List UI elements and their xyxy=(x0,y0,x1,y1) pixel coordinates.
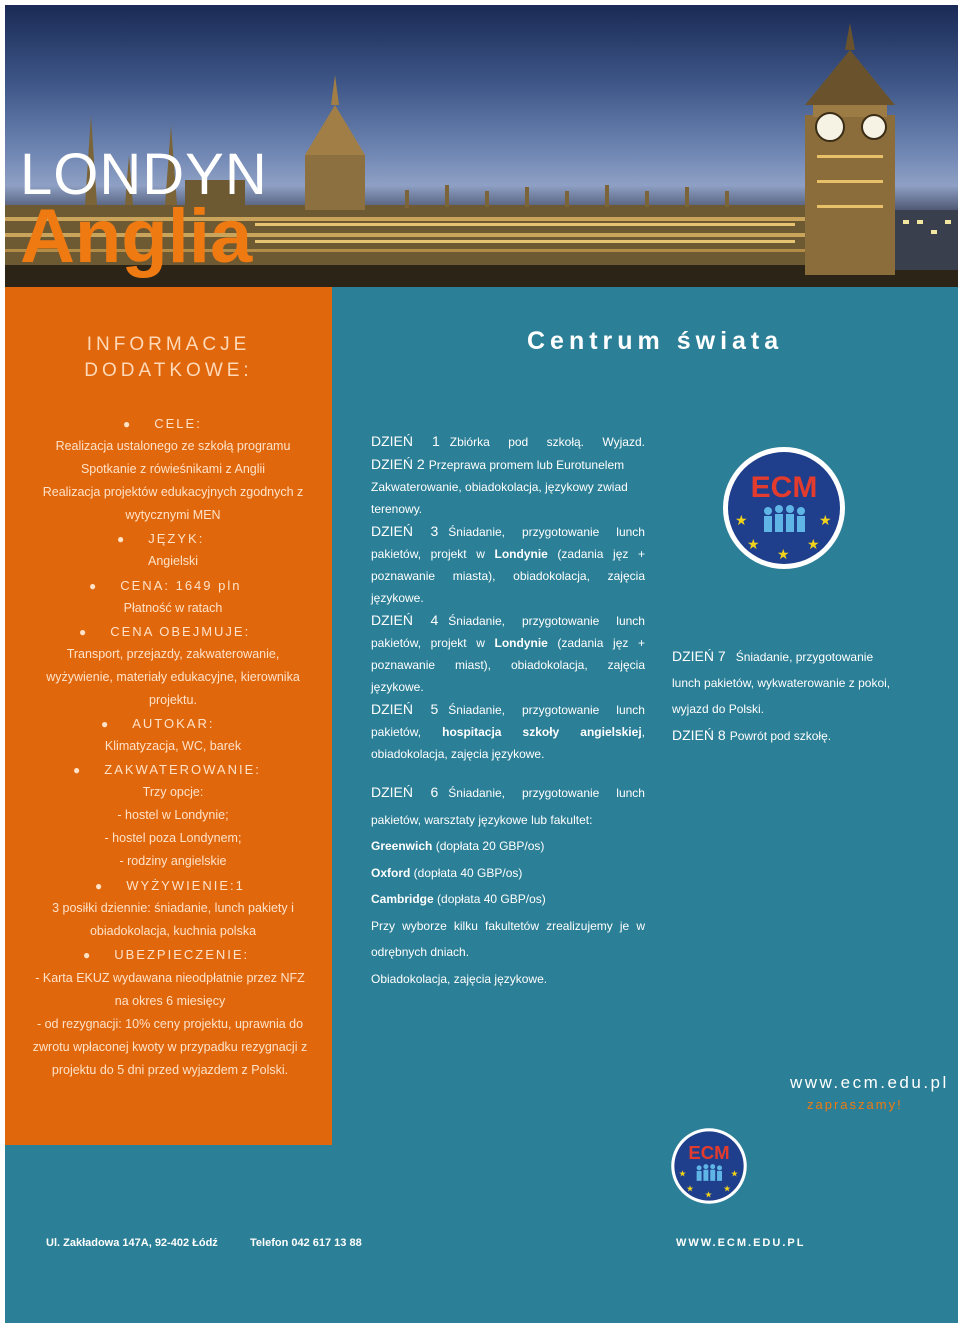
bullet-icon: ● xyxy=(101,717,111,731)
centrum-title: Centrum świata xyxy=(527,327,784,355)
jezyk-label: JĘZYK: xyxy=(148,531,205,546)
ubezpieczenie-line: na okres 6 miesięcy xyxy=(114,994,226,1008)
day-text: Przeprawa promem lub Eurotunelem xyxy=(428,458,625,472)
brochure-page xyxy=(5,5,958,1323)
svg-text:★: ★ xyxy=(777,547,790,563)
invite-text: zapraszamy! xyxy=(807,1097,903,1112)
cele-line: Realizacja ustalonego ze szkołą programu xyxy=(55,439,291,453)
day-label: DZIEŃ 4 xyxy=(371,612,439,628)
day-text-line: wyjazd do Polski. xyxy=(672,702,765,716)
footer-bar xyxy=(5,1233,958,1257)
day-text-line xyxy=(371,632,645,654)
svg-text:★: ★ xyxy=(723,1184,732,1195)
svg-text:★: ★ xyxy=(807,537,820,553)
svg-text:★: ★ xyxy=(730,1169,739,1180)
obejmuje-line: Transport, przejazdy, zakwaterowanie, xyxy=(66,647,280,661)
hero-city-title: LONDYN xyxy=(20,142,268,207)
program-column-day6 xyxy=(371,779,645,992)
bullet-icon: ● xyxy=(73,763,83,777)
zakwaterowanie-line: - rodziny angielskie xyxy=(119,854,227,868)
text-part: pakietów, xyxy=(371,725,443,739)
text-part: (dopłata 40 GBP/os) xyxy=(410,865,523,880)
obejmuje-line: projektu. xyxy=(149,693,197,707)
bullet-icon: ● xyxy=(89,579,99,593)
day-text-line: Przy wyborze kilku fakultetów zrealizujemy je w xyxy=(371,918,645,933)
day-text: Śniadanie, przygotowanie lunch xyxy=(448,703,645,717)
cele-list xyxy=(23,435,323,527)
cena-heading xyxy=(89,574,241,598)
zakwaterowanie-line: - hostel poza Londynem; xyxy=(104,831,242,845)
obejmuje-list xyxy=(23,643,323,712)
jezyk-heading xyxy=(117,527,204,551)
day-label: DZIEŃ 3 xyxy=(371,523,439,539)
zakwaterowanie-heading xyxy=(73,758,261,782)
info-column xyxy=(5,287,332,1145)
day-text-line: odrębnych dniach. xyxy=(371,945,470,959)
rezygnacja-list xyxy=(15,1013,325,1082)
wyzywienie-line: 3 posiłki dziennie: śniadanie, lunch pakiety i xyxy=(52,901,294,915)
obejmuje-label: CENA OBEJMUJE: xyxy=(110,624,251,639)
rezygnacja-line: - od rezygnacji: 10% ceny projektu, uprawnia do xyxy=(36,1017,304,1031)
svg-text:★: ★ xyxy=(747,537,760,553)
text-part: (zadania jęz + xyxy=(547,636,645,650)
autokar-label: AUTOKAR: xyxy=(132,716,215,731)
cele-heading xyxy=(123,412,202,436)
day-label: DZIEŃ 1 xyxy=(371,433,440,449)
bullet-icon: ● xyxy=(79,625,89,639)
cele-label: CELE: xyxy=(154,416,202,431)
cena-label: CENA: 1649 pln xyxy=(120,578,242,593)
svg-text:★: ★ xyxy=(678,1169,687,1180)
info-heading-line1: INFORMACJE xyxy=(86,334,251,355)
ubezpieczenie-line: - Karta EKUZ wydawana nieodpłatnie przez NFZ xyxy=(35,971,305,985)
ubezpieczenie-list xyxy=(15,967,325,1013)
hero-country-title: Anglia xyxy=(20,194,253,279)
day-text-line: poznawanie miasta), obiadokolacja, zajęcia xyxy=(371,569,645,583)
autokar-value: Klimatyzacja, WC, barek xyxy=(104,739,242,753)
footer-address: Ul. Zakładowa 147A, 92-402 Łódź xyxy=(46,1237,218,1249)
place-name: Londynie xyxy=(494,547,548,561)
svg-text:★: ★ xyxy=(735,513,748,529)
ubezpieczenie-label: UBEZPIECZENIE: xyxy=(114,947,250,962)
footer-website-link[interactable]: WWW.ECM.EDU.PL xyxy=(676,1237,806,1249)
day-label: DZIEŃ 5 xyxy=(371,701,439,717)
text-part: pakietów, projekt w xyxy=(371,547,495,561)
place-name: Londynie xyxy=(494,636,548,650)
day-text: Śniadanie, przygotowanie lunch xyxy=(448,525,645,539)
ubezpieczenie-heading xyxy=(83,943,249,967)
text-part: (zadania jęz + xyxy=(547,547,645,561)
wyzywienie-heading xyxy=(95,874,245,898)
day-1 xyxy=(371,430,645,453)
day-text: Zbiórka pod szkołą. Wyjazd. xyxy=(449,435,645,449)
day-text: Powrót pod szkołę. xyxy=(729,729,832,743)
day-text: Śniadanie, przygotowanie lunch xyxy=(448,786,645,800)
zakwaterowanie-line: Trzy opcje: xyxy=(142,785,204,799)
day-5 xyxy=(371,698,645,721)
svg-text:★: ★ xyxy=(686,1184,694,1195)
day-text-line: obiadokolacja, zajęcia językowe. xyxy=(371,747,545,761)
day-label: DZIEŃ 2 xyxy=(371,456,425,472)
day-text-line xyxy=(371,543,645,565)
program-column-right xyxy=(672,643,912,749)
zakwaterowanie-line: - hostel w Londynie; xyxy=(117,808,229,822)
jezyk-value: Angielski xyxy=(147,554,199,568)
place-name: Oxford xyxy=(371,865,411,880)
autokar-heading xyxy=(101,712,214,736)
wyzywienie-label: WYŻYWIENIE:1 xyxy=(126,878,245,893)
website-text: www.ecm.edu.pl xyxy=(790,1073,949,1092)
obejmuje-line: wyżywienie, materiały edukacyjne, kierownika xyxy=(46,670,300,684)
cele-line: wytycznymi MEN xyxy=(125,508,221,522)
bullet-icon: ● xyxy=(117,532,127,546)
day-8 xyxy=(672,722,912,749)
day-text-line: pakietów, warsztaty językowe lub fakultet: xyxy=(371,812,593,827)
day-text-line: językowe. xyxy=(371,591,424,605)
day-text-line: Obiadokolacja, zajęcia językowe. xyxy=(371,971,548,986)
day-3 xyxy=(371,520,645,543)
day-text-line: Zakwaterowanie, obiadokolacja, językowy zwiad xyxy=(371,480,628,494)
day-6 xyxy=(371,779,645,807)
day-text-line: poznawanie miast), obiadokolacja, zajęcia xyxy=(371,658,645,672)
svg-text:★: ★ xyxy=(704,1190,713,1201)
day-label: DZIEŃ 8 xyxy=(672,727,726,743)
day-text-line: terenowy. xyxy=(371,502,423,516)
day-text: Śniadanie, przygotowanie xyxy=(735,650,874,664)
cena-note: Płatność w ratach xyxy=(123,601,223,615)
text-part: pakietów, projekt w xyxy=(371,636,495,650)
day-label: DZIEŃ 7 xyxy=(672,648,726,664)
info-heading xyxy=(15,332,322,384)
ecm-logo-text: ECM xyxy=(688,1142,730,1164)
text-part: (dopłata 20 GBP/os) xyxy=(432,839,545,853)
cele-line: Spotkanie z rówieśnikami z Anglii xyxy=(80,462,266,476)
place-name: hospitacja szkoły angielskiej xyxy=(442,725,642,739)
place-name: Cambridge xyxy=(371,892,434,906)
day-7 xyxy=(672,643,912,670)
rezygnacja-line: zwrotu wpłaconej kwoty w przypadku rezygnacji z xyxy=(32,1040,308,1054)
info-heading-line2: DODATKOWE: xyxy=(84,360,253,381)
text-part: (dopłata 40 GBP/os) xyxy=(433,892,546,906)
footer-phone: Telefon 042 617 13 88 xyxy=(250,1237,362,1249)
ecm-logo-text: ECM xyxy=(750,471,818,504)
day-4 xyxy=(371,609,645,632)
option-oxford xyxy=(371,860,645,887)
day-text-line: językowe. xyxy=(371,680,424,694)
bullet-icon: ● xyxy=(83,948,93,962)
place-name: Greenwich xyxy=(371,839,433,853)
day-label: DZIEŃ 6 xyxy=(371,784,439,800)
zakwaterowanie-label: ZAKWATEROWANIE: xyxy=(104,762,261,777)
day-text-line xyxy=(371,721,645,743)
bullet-icon: ● xyxy=(95,879,105,893)
obejmuje-heading xyxy=(79,620,250,644)
program-column xyxy=(371,430,645,765)
option-cambridge xyxy=(371,886,645,913)
cele-line: Realizacja projektów edukacyjnych zgodnych z xyxy=(42,485,304,499)
wyzywienie-list xyxy=(23,897,323,943)
ecm-logo-small xyxy=(670,1127,748,1205)
hero-banner xyxy=(5,5,958,287)
rezygnacja-line: projektu do 5 dni przed wyjazdem z Polski. xyxy=(51,1063,289,1077)
day-text: Śniadanie, przygotowanie lunch xyxy=(448,614,645,628)
ecm-logo-large xyxy=(721,445,847,571)
option-greenwich xyxy=(371,833,645,860)
text-part: , xyxy=(641,725,645,739)
day-text-line: lunch pakietów, wykwaterowanie z pokoi, xyxy=(672,676,891,690)
svg-text:★: ★ xyxy=(819,513,832,529)
day-2 xyxy=(371,453,645,476)
wyzywienie-line: obiadokolacja, kuchnia polska xyxy=(89,924,257,938)
bullet-icon: ● xyxy=(123,417,133,431)
zakwaterowanie-list xyxy=(23,781,323,873)
